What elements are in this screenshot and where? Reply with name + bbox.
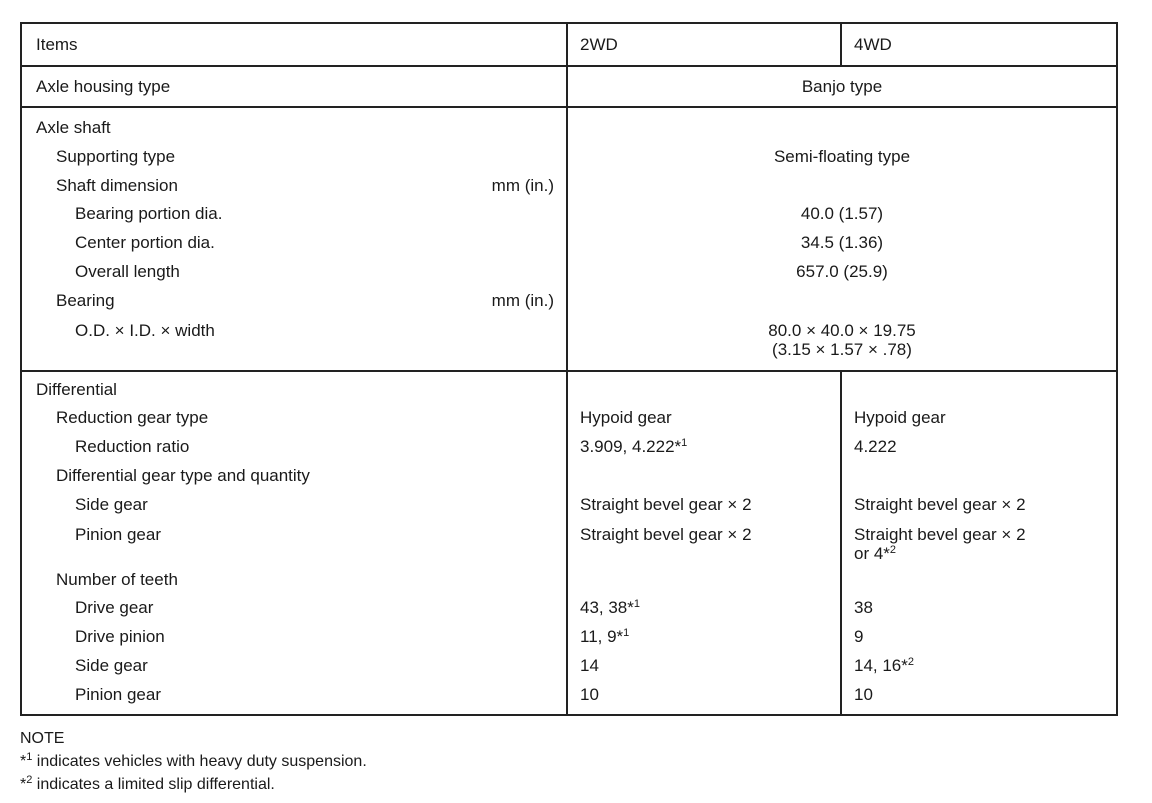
header-4wd: 4WD <box>854 35 892 54</box>
drive-gear-4wd: 38 <box>854 598 873 618</box>
pinion-gear-4wd <box>842 520 1116 566</box>
differential-2wd-values <box>568 372 842 714</box>
shaft-dimension-unit: mm (in.) <box>491 175 554 195</box>
number-of-teeth-label: Number of teeth <box>56 569 178 589</box>
note-1: *$^1$ indicates vehicles with heavy duty suspension. <box>20 751 367 770</box>
teeth-side-gear-2wd: 14 <box>580 655 599 675</box>
bearing-text: Bearing <box>56 290 115 310</box>
od-id-width-label: O.D. × I.D. × width <box>75 320 215 340</box>
notes <box>20 727 367 796</box>
side-gear-label: Side gear <box>75 494 148 514</box>
axle-shaft-labels <box>22 108 568 370</box>
teeth-pinion-gear-4wd: 10 <box>854 684 873 704</box>
side-gear-4wd: Straight bevel gear × 2 <box>854 494 1026 514</box>
bearing-portion-value: 40.0 (1.57) <box>800 204 884 224</box>
pinion-gear-4wd-line2: or 4*$^2$ <box>854 543 897 563</box>
drive-pinion-4wd: 9 <box>854 627 864 647</box>
note-2: *$^2$ indicates a limited slip differential. <box>20 774 275 793</box>
note-title: NOTE <box>20 730 65 747</box>
center-portion-value: 34.5 (1.36) <box>800 233 884 253</box>
differential-labels <box>22 372 568 714</box>
teeth-pinion-gear-2wd: 10 <box>580 684 599 704</box>
axle-housing-value: Banjo type <box>801 77 883 96</box>
differential-section <box>22 370 1116 714</box>
shaft-dimension-label <box>22 172 566 201</box>
pinion-gear-label: Pinion gear <box>75 524 162 544</box>
bearing-unit: mm (in.) <box>491 290 554 310</box>
drive-gear-label: Drive gear <box>75 598 154 618</box>
shaft-dimension-text: Shaft dimension <box>56 175 178 195</box>
supporting-type-label: Supporting type <box>56 146 176 166</box>
pinion-gear-2wd: Straight bevel gear × 2 <box>580 524 752 544</box>
drive-pinion-label: Drive pinion <box>75 627 165 647</box>
spec-table <box>20 22 1118 716</box>
rgt-4wd: Hypoid gear <box>854 408 946 428</box>
header-items: Items <box>22 24 568 65</box>
axle-shaft-section <box>22 106 1116 370</box>
axle-housing-row <box>22 65 1116 106</box>
supporting-type-value: Semi-floating type <box>773 146 911 166</box>
axle-shaft-values <box>568 108 1116 370</box>
reduction-gear-type-label: Reduction gear type <box>56 408 209 428</box>
header-2wd: 2WD <box>568 24 842 65</box>
rgt-2wd: Hypoid gear <box>580 408 672 428</box>
teeth-pinion-gear-label: Pinion gear <box>75 684 162 704</box>
teeth-side-gear-label: Side gear <box>75 655 148 675</box>
rr-2wd: 3.909, 4.222*$^1$ <box>580 437 688 457</box>
reduction-ratio-label: Reduction ratio <box>75 437 190 457</box>
header-row <box>22 24 1116 65</box>
overall-length-value: 657.0 (25.9) <box>796 261 888 281</box>
drive-gear-2wd: 43, 38*$^1$ <box>580 598 641 618</box>
od-value-in: (3.15 × 1.57 × .78) <box>772 339 912 359</box>
overall-length-label: Overall length <box>75 261 180 281</box>
center-portion-label: Center portion dia. <box>75 233 215 253</box>
axle-housing-label: Axle housing type <box>22 67 568 106</box>
axle-shaft-title: Axle shaft <box>36 118 111 137</box>
rr-4wd: 4.222 <box>854 437 897 457</box>
bearing-portion-label: Bearing portion dia. <box>75 204 223 224</box>
teeth-side-gear-4wd: 14, 16*$^2$ <box>854 655 915 675</box>
drive-pinion-2wd: 11, 9*$^1$ <box>580 627 630 647</box>
gear-type-qty-label: Differential gear type and quantity <box>56 465 310 485</box>
od-id-width-value <box>568 316 1116 362</box>
od-value-mm: 80.0 × 40.0 × 19.75 <box>768 320 916 340</box>
pinion-gear-4wd-line1: Straight bevel gear × 2 <box>854 524 1026 544</box>
side-gear-2wd: Straight bevel gear × 2 <box>580 494 752 514</box>
differential-title: Differential <box>36 379 117 399</box>
bearing-label <box>22 287 566 316</box>
differential-4wd-values <box>842 372 1116 714</box>
